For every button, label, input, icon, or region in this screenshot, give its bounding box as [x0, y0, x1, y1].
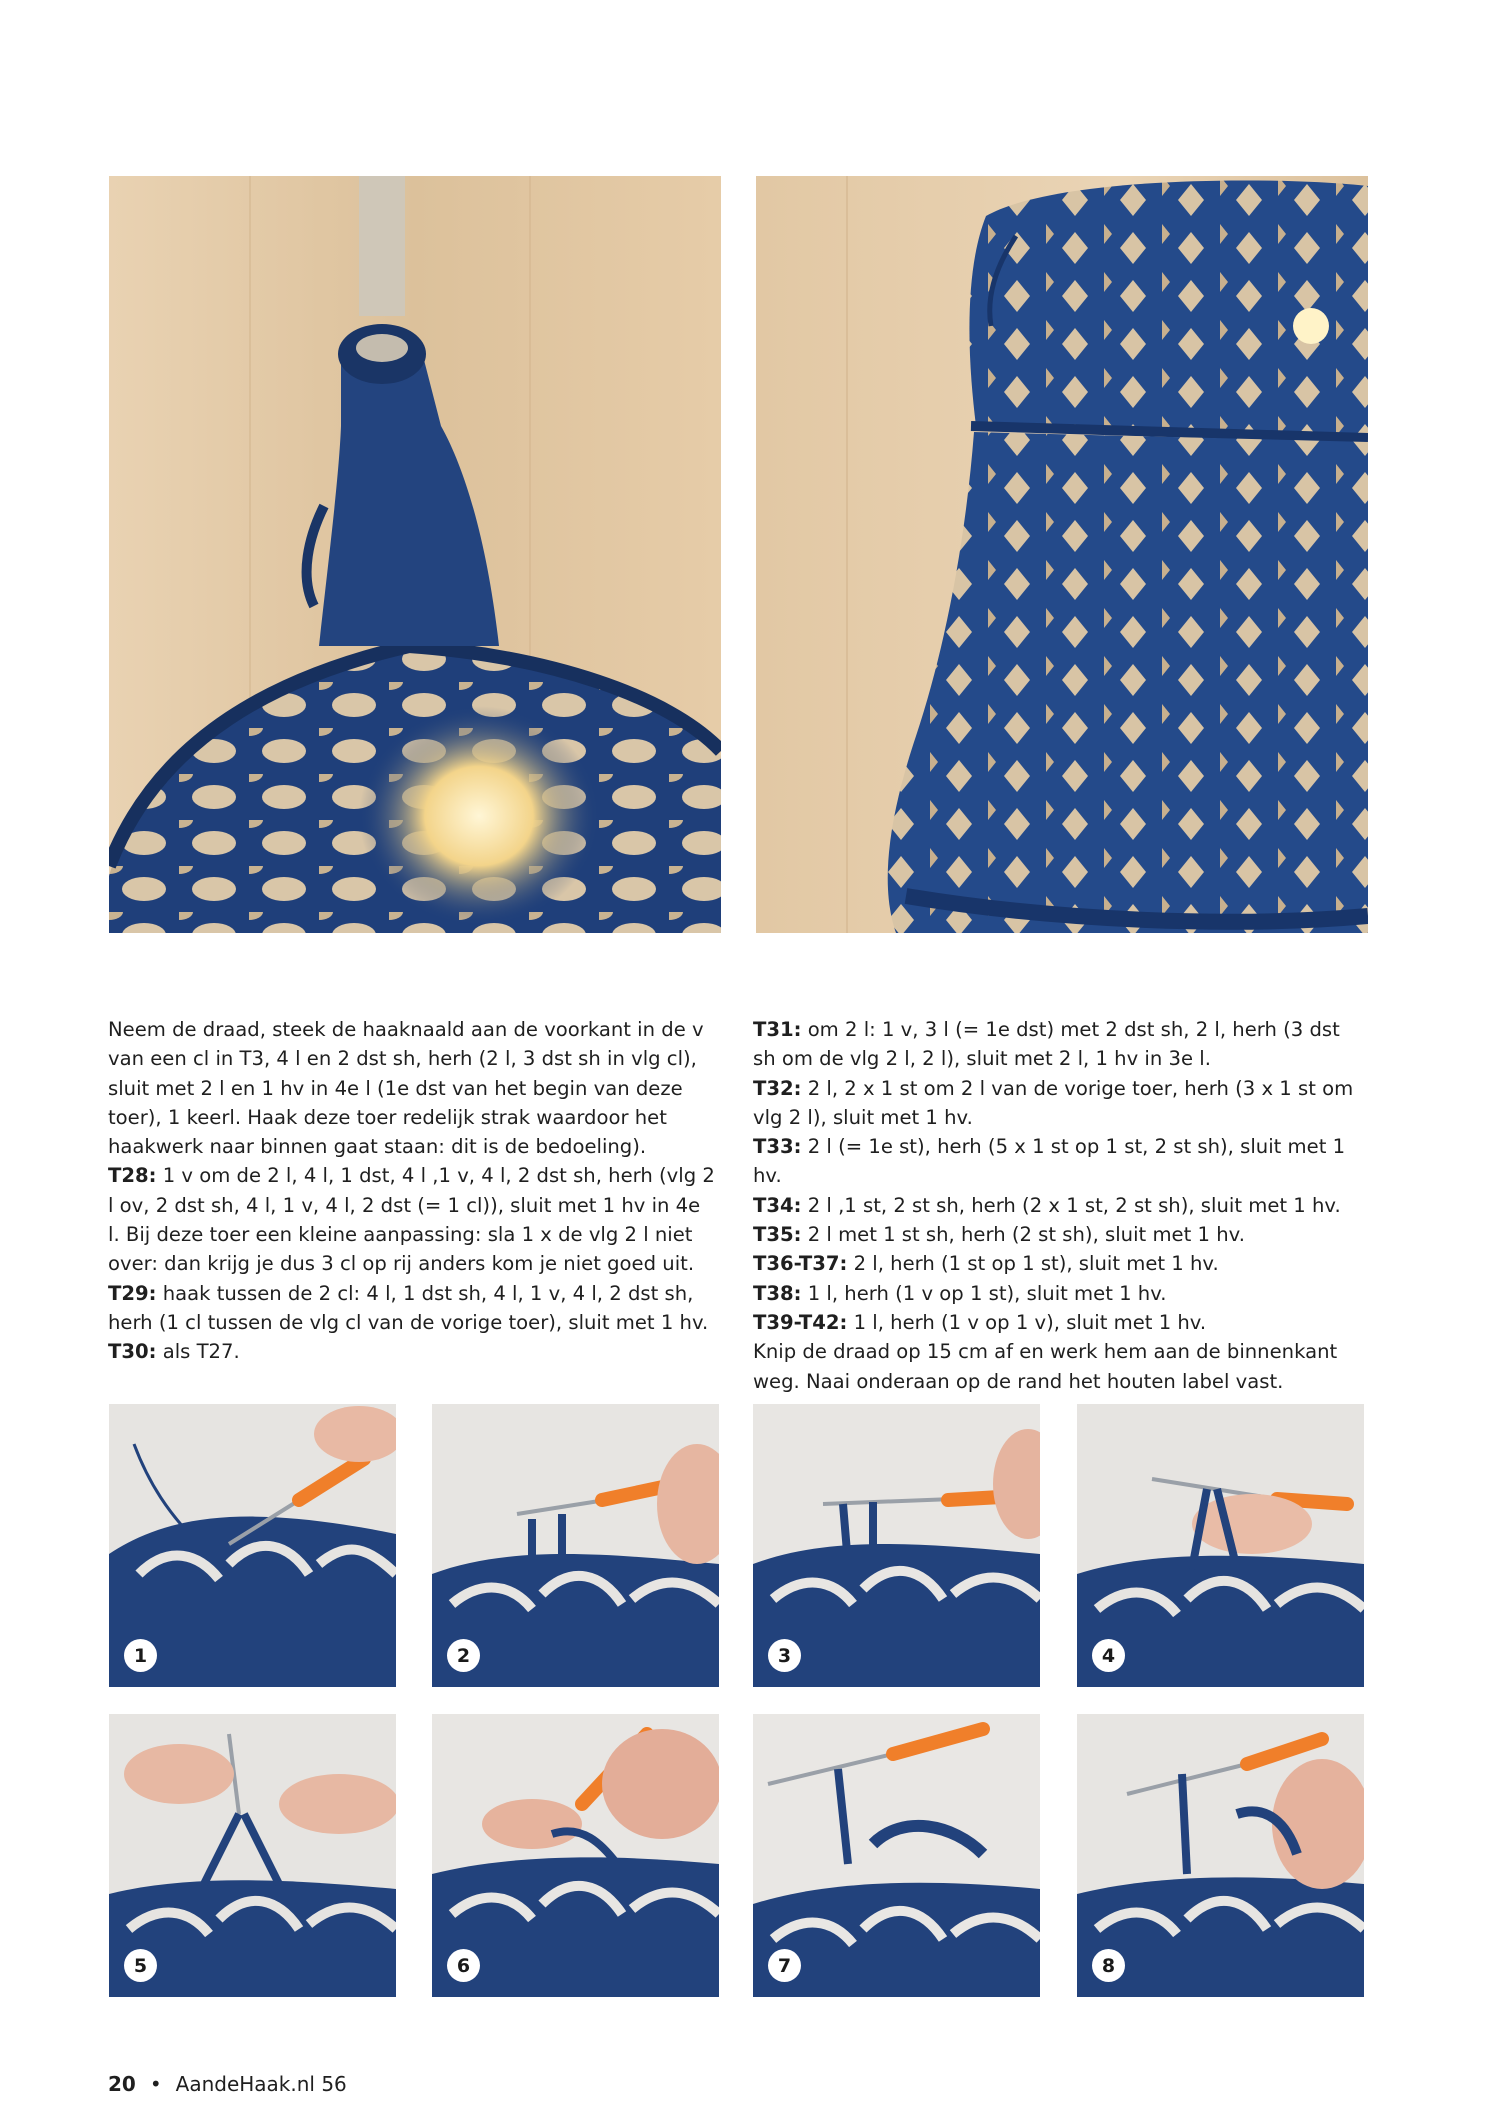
row-t35	[753, 1220, 1363, 1249]
row-t34	[753, 1191, 1363, 1220]
lamp-bell-photo	[756, 176, 1368, 933]
footer-separator: •	[149, 2072, 162, 2096]
instructions-left-column	[108, 1015, 718, 1367]
row-label: T32:	[753, 1076, 802, 1100]
step-number-badge: 6	[447, 1949, 480, 1982]
step-photo-1	[109, 1404, 396, 1687]
row-text: 1 l, herh (1 v op 1 v), sluit met 1 hv.	[847, 1310, 1207, 1334]
row-label: T31:	[753, 1018, 802, 1041]
step-number-badge: 2	[447, 1639, 480, 1672]
step-photo-2	[432, 1404, 719, 1687]
row-label: T35:	[753, 1223, 802, 1247]
row-text: 2 l ,1 st, 2 st sh, herh (2 x 1 st, 2 st sh), sluit met 1 hv.	[801, 1193, 1341, 1217]
step-photo-4	[1077, 1404, 1364, 1687]
row-label: T28:	[108, 1164, 157, 1188]
row-label: T38:	[753, 1281, 802, 1305]
step-photo-3	[753, 1404, 1040, 1687]
row-text: 2 l (= 1e st), herh (5 x 1 st op 1 st, 2 st sh), sluit met 1 hv.	[753, 1135, 1346, 1188]
row-label: T34:	[753, 1193, 802, 1217]
step-photo-8	[1077, 1714, 1364, 1997]
row-text: 2 l, 2 x 1 st om 2 l van de vorige toer, herh (3 x 1 st om vlg 2 l), sluit met 1 hv.	[753, 1076, 1354, 1129]
row-t38	[753, 1279, 1363, 1308]
row-t29	[108, 1279, 718, 1338]
row-label: T29:	[108, 1281, 157, 1305]
row-t28	[108, 1161, 718, 1278]
row-t31	[753, 1015, 1363, 1074]
row-t39-t42	[753, 1308, 1363, 1337]
step-photo-5	[109, 1714, 396, 1997]
step-photo-6	[432, 1714, 719, 1997]
row-t36-t37	[753, 1249, 1363, 1278]
step-number-badge: 1	[124, 1639, 157, 1672]
magazine-issue: AandeHaak.nl 56	[175, 2072, 347, 2096]
step-number-badge: 4	[1092, 1639, 1125, 1672]
step-number-badge: 7	[768, 1949, 801, 1982]
page-footer	[108, 2072, 347, 2096]
row-label: T33:	[753, 1135, 802, 1159]
lamp-top-photo	[109, 176, 721, 933]
row-text: om 2 l: 1 v, 3 l (= 1e dst) met 2 dst sh, 2 l, herh (3 dst sh om de vlg 2 l, 2 l), sluit met 2 l, 1 hv in 3e l.	[753, 1018, 1340, 1071]
step-number-badge: 3	[768, 1639, 801, 1672]
outro-paragraph: Knip de draad op 15 cm af en werk hem aan de binnenkant weg. Naai onderaan op de rand het houten label vast.	[753, 1340, 1338, 1393]
row-label: T36-T37:	[753, 1252, 848, 1276]
step-number-badge: 5	[124, 1949, 157, 1982]
row-text: 1 v om de 2 l, 4 l, 1 dst, 4 l ,1 v, 4 l, 2 dst sh, herh (vlg 2 l ov, 2 dst sh, 4 l, 1 v, 4 l, 2 dst (= 1 cl)), sluit met 1 hv in 4e l. Bij deze toer een kleine aanpassing: sla 1 x de vlg 2 l niet over: dan krijg je dus 3 cl op rij anders kom je niet goed uit.	[108, 1164, 715, 1276]
step-photo-7	[753, 1714, 1040, 1997]
row-t32	[753, 1074, 1363, 1133]
intro-paragraph: Neem de draad, steek de haaknaald aan de voorkant in de v van een cl in T3, 4 l en 2 dst sh, herh (2 l, 3 dst sh in vlg cl), sluit met 2 l en 1 hv in 4e l (1e dst van het begin van deze toer), 1 keerl. Haak deze toer redelijk strak waardoor het haakwerk naar binnen gaat staan: dit is de bedoeling).	[108, 1018, 704, 1159]
row-label: T30:	[108, 1340, 157, 1364]
row-text: als T27.	[156, 1340, 240, 1364]
row-text: 1 l, herh (1 v op 1 st), sluit met 1 hv.	[801, 1281, 1167, 1305]
row-label: T39-T42:	[753, 1310, 848, 1334]
instructions-right-column	[753, 1015, 1363, 1396]
row-text: haak tussen de 2 cl: 4 l, 1 dst sh, 4 l, 1 v, 4 l, 2 dst sh, herh (1 cl tussen de vlg cl van de vorige toer), sluit met 1 hv.	[108, 1281, 709, 1334]
row-text: 2 l met 1 st sh, herh (2 st sh), sluit met 1 hv.	[801, 1223, 1245, 1247]
row-t33	[753, 1132, 1363, 1191]
row-text: 2 l, herh (1 st op 1 st), sluit met 1 hv.	[847, 1252, 1219, 1276]
page-number: 20	[108, 2072, 136, 2096]
step-number-badge: 8	[1092, 1949, 1125, 1982]
row-t30	[108, 1337, 718, 1366]
